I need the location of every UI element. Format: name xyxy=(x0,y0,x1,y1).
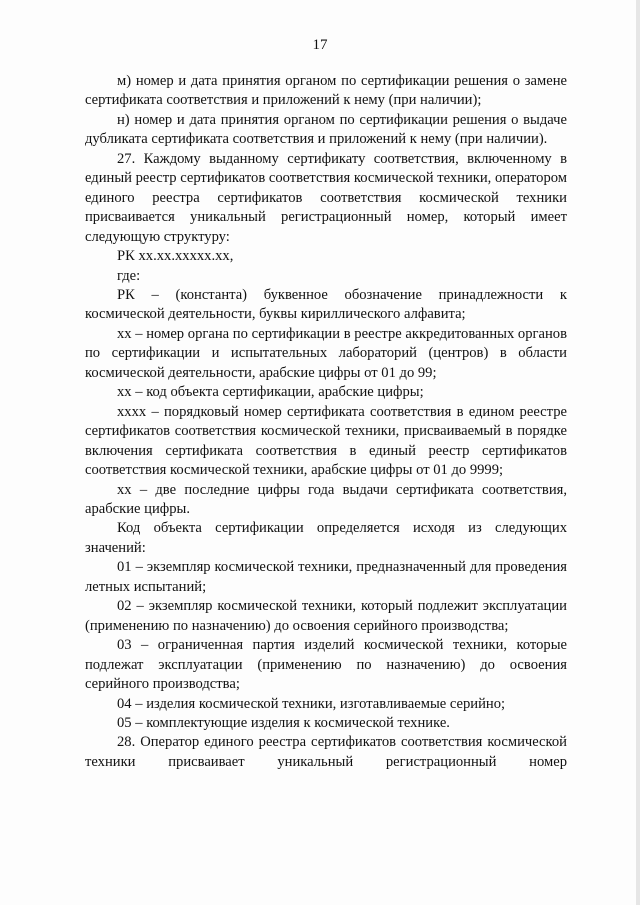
number-format: РК хх.хх.ххххх.хх, xyxy=(117,248,234,265)
paragraph-28: 28. Оператор единого реестра сертификатов соответствия космической техники присваивает уникальный регистрационный номер xyxy=(85,734,567,770)
code-03: 03 – ограниченная партия изделий космической техники, которые подлежат эксплуатации (применению по назначению) до освоения серийного производства; xyxy=(85,637,567,693)
object-code-intro: Код объекта сертификации определяется исходя из следующих значений: xyxy=(85,520,567,556)
page-number: 17 xyxy=(312,37,328,53)
code-02: 02 – экземпляр космической техники, который подлежит эксплуатации (применению по назначению) до освоения серийного производства; xyxy=(85,598,567,634)
code-05: 05 – комплектующие изделия к космической технике. xyxy=(117,714,450,731)
definition-rk: РК – (константа) буквенное обозначение принадлежности к космической деятельности, буквы кириллического алфавита; xyxy=(85,286,567,323)
where-label: где: xyxy=(117,267,141,284)
document-body xyxy=(85,72,567,772)
code-04: 04 – изделия космической техники, изготавливаемые серийно; xyxy=(117,695,506,712)
code-01: 01 – экземпляр космической техники, предназначенный для проведения летных испытаний; xyxy=(85,559,567,595)
paragraph-n: н) номер и дата принятия органом по сертификации решения о выдаче дубликата сертификата соответствия и приложений к нему (при наличии). xyxy=(85,111,567,148)
definition-serial-number: хххх – порядковый номер сертификата соответствия в едином реестре сертификатов соответствия космической техники, присваиваемый в порядке включения сертификата соответствия в единый реестр сертификатов соответствия космической техники, арабские цифры от 01 до 9999; xyxy=(85,403,567,479)
paragraph-27: 27. Каждому выданному сертификату соответствия, включенному в единый реестр сертификатов соответствия космической техники, оператором единого реестра сертификатов соответствия космической техники присваивается уникальный регистрационный номер, который имеет следующую структуру: xyxy=(85,150,567,245)
page-edge-shadow xyxy=(636,0,640,905)
definition-organ-number: хх – номер органа по сертификации в реестре аккредитованных органов по сертификации и испытательных лабораторий (центров) в области космической деятельности, арабские цифры от 01 до 99; xyxy=(85,325,567,381)
definition-object-code: хх – код объекта сертификации, арабские цифры; xyxy=(117,384,424,401)
definition-year: хх – две последние цифры года выдачи сертификата соответствия, арабские цифры. xyxy=(85,481,567,517)
paragraph-m: м) номер и дата принятия органом по сертификации решения о замене сертификата соответствия и приложений к нему (при наличии); xyxy=(85,73,567,109)
